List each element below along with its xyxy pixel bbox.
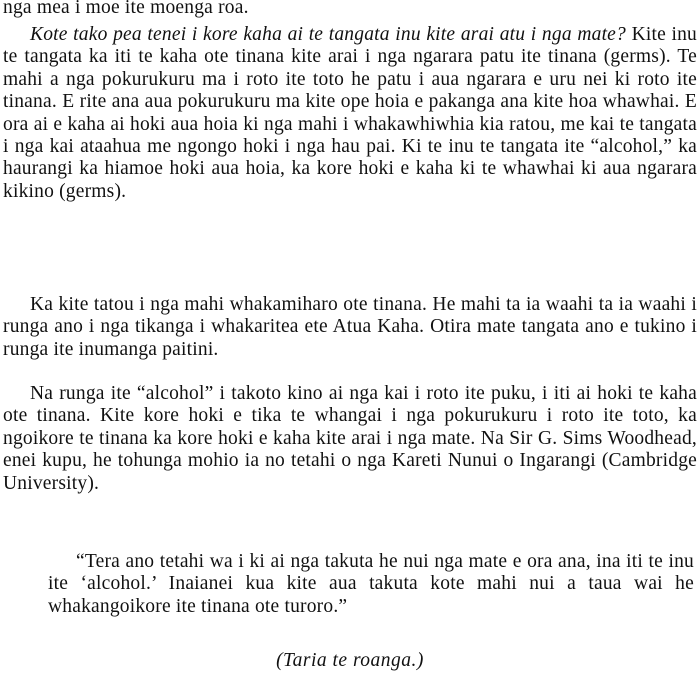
paragraph-3: Na runga ite “alcohol” i takoto kino ai nga kai i roto ite puku, i iti ai hoki te kaha ote tinana. Kite kore hoki e tika te whangai i nga pokurukuru i roto ite toto, ka ngoikore te tinana ka kore hoki e kaha kite arai i nga mate. Na Sir G. Sims Woodhead, enei kupu, he tohunga mohio ia no tetahi o nga Kareti Nunui o Ingarangi (Cambridge University). [3,383,697,494]
paragraph-1-body: Kite inu te tangata ka iti te kaha ote tinana kite arai i nga ngarara patu ite tinana (germs). Te mahi a nga pokurukuru ma i roto ite toto he patu i aua ngarara e uru nei ki roto ite tinana. E rite ana aua pokurukuru ma kite ope hoia e pakanga ana kite hoa whawhai. E ora ai e kaha ai hoki aua hoia ki nga mahi i whakawhiwhia kia ratou, me kai te tangata i nga kai ataahua me ngongo hoki i nga hau pai. Ki te inu te tangata ite “alcohol,” ka haurangi ka hiamoe hoki aua hoia, ka kore hoki e kaha ki te whawhai ki aua ngarara kikino (germs). [3,24,698,202]
paragraph-2: Ka kite tatou i nga mahi whakamiharo ote tinana. He mahi ta ia waahi ta ia waahi i runga ano i nga tikanga i whakaritea ete Atua Kaha. Otira mate tangata ano e tukino i runga ite inumanga paitini. [3,294,697,360]
paragraph-1 [3,24,697,203]
closing-note: (Taria te roanga.) [276,650,424,671]
paragraph-1-question: Kote tako pea tenei i kore kaha ai te tangata inu kite arai atu i nga mate? [30,24,626,45]
quotation: “Tera ano tetahi wa i ki ai nga takuta he nui nga mate e ora ana, ina iti te inu ite ‘alcohol.’ Inaianei kua kite aua takuta kote mahi nui a taua wai he whakangoikore ite tinana ote turoro.” [48,551,694,617]
continuation-line: nga mea i moe ite moenga roa. [3,0,249,18]
